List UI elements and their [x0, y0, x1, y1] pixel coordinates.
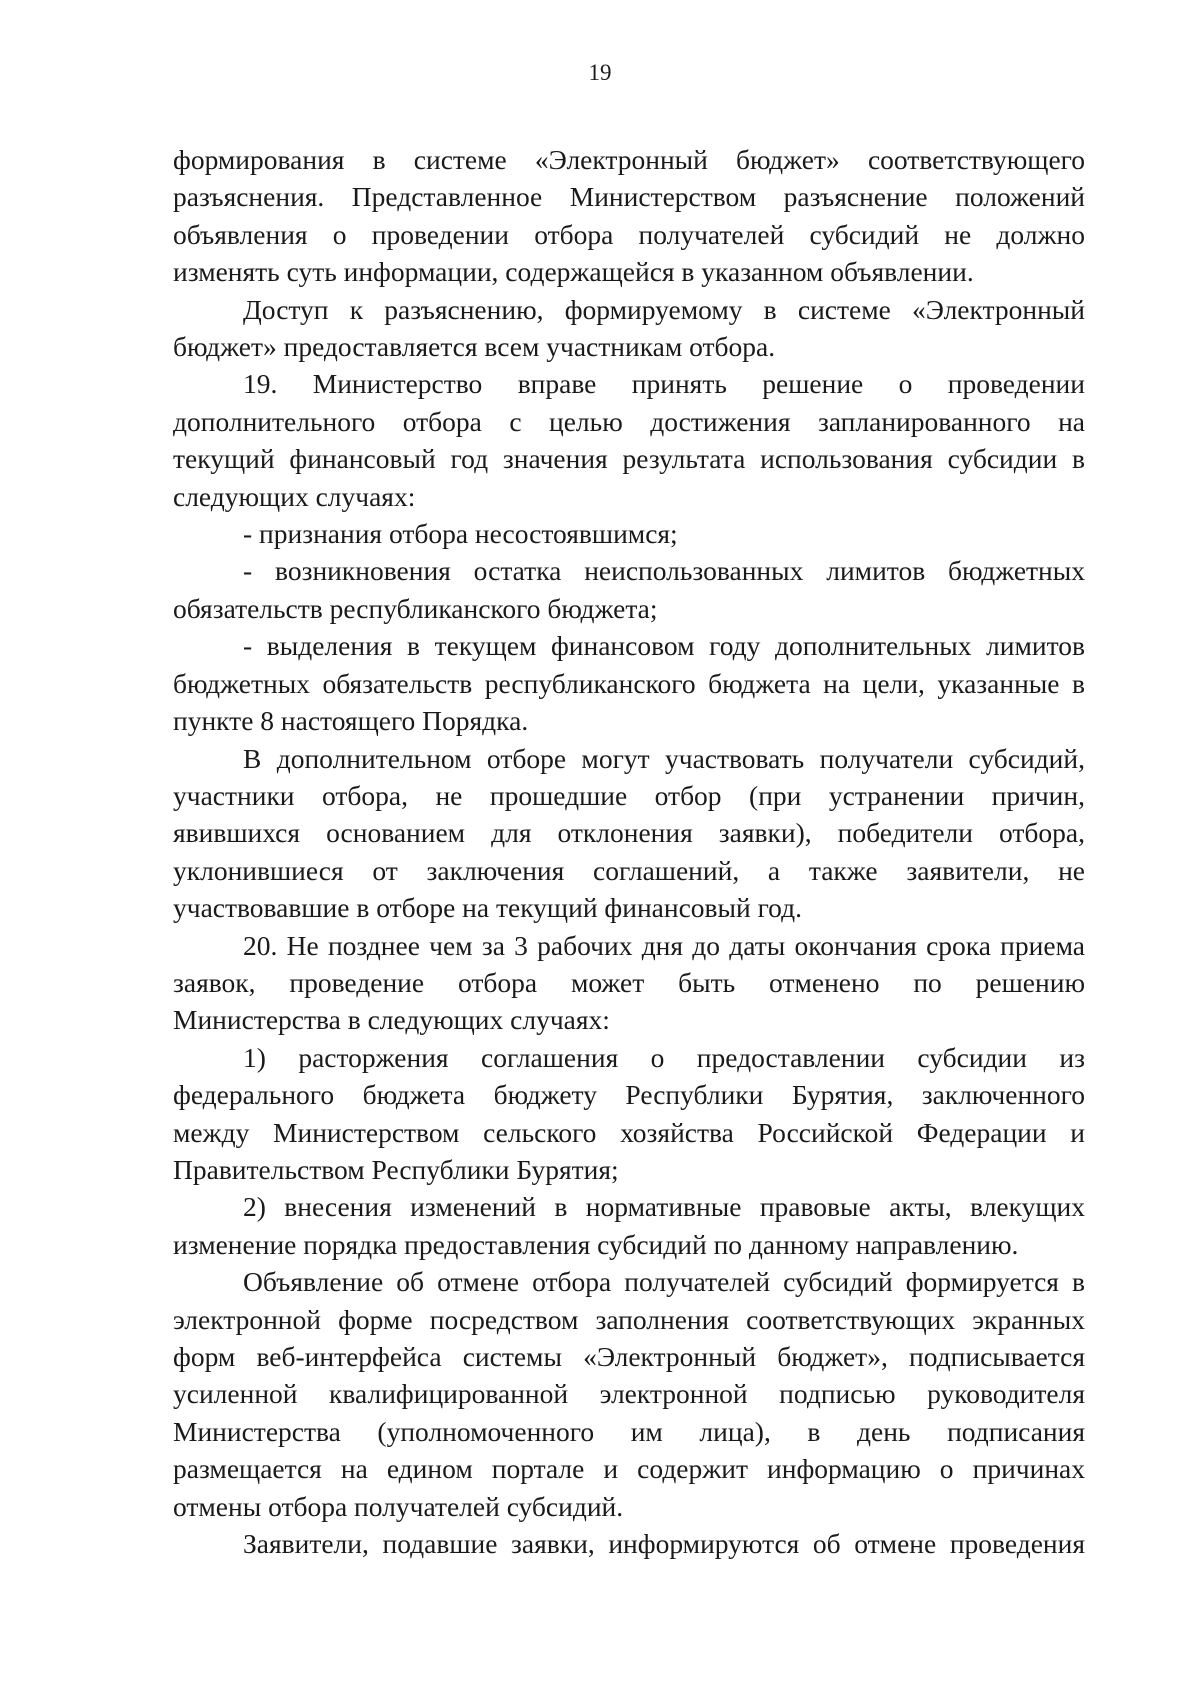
text-line: Заявители, подавшие заявки, информируются об отмене проведения	[243, 1528, 1085, 1560]
text-line: формирования в системе «Электронный бюджет» соответствующего	[173, 144, 1085, 175]
paragraph	[173, 1188, 1085, 1263]
text-line: усиленной квалифицированной электронной подписью руководителя	[173, 1378, 1085, 1410]
text-line: - признания отбора несостоявшимся;	[243, 518, 678, 550]
paragraph	[173, 927, 1085, 1039]
document-body	[173, 141, 1085, 1562]
paragraph	[173, 627, 1085, 739]
text-line: электронной форме посредством заполнения соответствующих экранных	[173, 1303, 1085, 1335]
text-line: пункте 8 настоящего Порядка.	[173, 705, 529, 737]
text-line: федерального бюджета бюджету Республики Бурятия, заключенного	[173, 1079, 1085, 1111]
paragraph	[173, 291, 1085, 366]
text-line: отмены отбора получателей субсидий.	[173, 1490, 624, 1522]
text-line: заявок, проведение отбора может быть отменено по решению	[173, 966, 1085, 998]
text-line: 1) расторжения соглашения о предоставлении субсидии из	[243, 1041, 1085, 1073]
text-line: изменение порядка предоставления субсидий по данному направлению.	[173, 1228, 1019, 1260]
text-line: - выделения в текущем финансовом году дополнительных лимитов	[243, 630, 1085, 662]
text-line: изменять суть информации, содержащейся в указанном объявлении.	[173, 256, 974, 288]
paragraph	[173, 1039, 1085, 1189]
text-line: 20. Не позднее чем за 3 рабочих дня до даты окончания срока приема	[243, 929, 1085, 961]
text-line: уклонившиеся от заключения соглашений, а также заявители, не	[173, 854, 1085, 886]
text-line: текущий финансовый год значения результата использования субсидии в	[173, 443, 1085, 475]
text-line: форм веб-интерфейса системы «Электронный бюджет», подписывается	[173, 1341, 1085, 1372]
text-line: дополнительного отбора с целью достижения запланированного на	[173, 405, 1085, 437]
text-line: - возникновения остатка неиспользованных лимитов бюджетных	[243, 555, 1085, 587]
paragraph	[173, 1525, 1085, 1562]
page-number: 19	[588, 60, 612, 85]
text-line: разъяснения. Представленное Министерством разъяснение положений	[173, 181, 1085, 213]
text-line: объявления о проведении отбора получателей субсидий не должно	[173, 218, 1085, 250]
text-line: следующих случаях:	[173, 480, 416, 512]
text-line: 19. Министерство вправе принять решение о проведении	[243, 368, 1085, 400]
text-line: размещается на едином портале и содержит информацию о причинах	[173, 1453, 1085, 1485]
text-line: 2) внесения изменений в нормативные правовые акты, влекущих	[243, 1191, 1085, 1223]
text-line: Министерства в следующих случаях:	[173, 1004, 610, 1036]
text-line: В дополнительном отборе могут участвовать получатели субсидий,	[243, 742, 1085, 774]
paragraph	[173, 515, 1085, 552]
text-line: Правительством Республики Бурятия;	[173, 1153, 619, 1185]
paragraph	[173, 740, 1085, 927]
paragraph	[173, 141, 1085, 291]
text-line: явившихся основанием для отклонения заявки), победители отбора,	[173, 817, 1085, 849]
text-line: обязательств республиканского бюджета;	[173, 592, 658, 624]
text-line: между Министерством сельского хозяйства Российской Федерации и	[173, 1116, 1085, 1148]
paragraph	[173, 1263, 1085, 1525]
paragraph	[173, 552, 1085, 627]
text-line: участники отбора, не прошедшие отбор (при устранении причин,	[173, 779, 1085, 811]
paragraph	[173, 365, 1085, 515]
text-line: Министерства (уполномоченного им лица), в день подписания	[173, 1415, 1085, 1447]
text-line: Доступ к разъяснению, формируемому в системе «Электронный	[243, 293, 1085, 325]
text-line: участвовавшие в отборе на текущий финансовый год.	[173, 892, 803, 924]
text-line: бюджет» предоставляется всем участникам отбора.	[173, 331, 776, 363]
text-line: бюджетных обязательств республиканского бюджета на цели, указанные в	[173, 667, 1085, 699]
text-line: Объявление об отмене отбора получателей субсидий формируется в	[243, 1266, 1085, 1298]
